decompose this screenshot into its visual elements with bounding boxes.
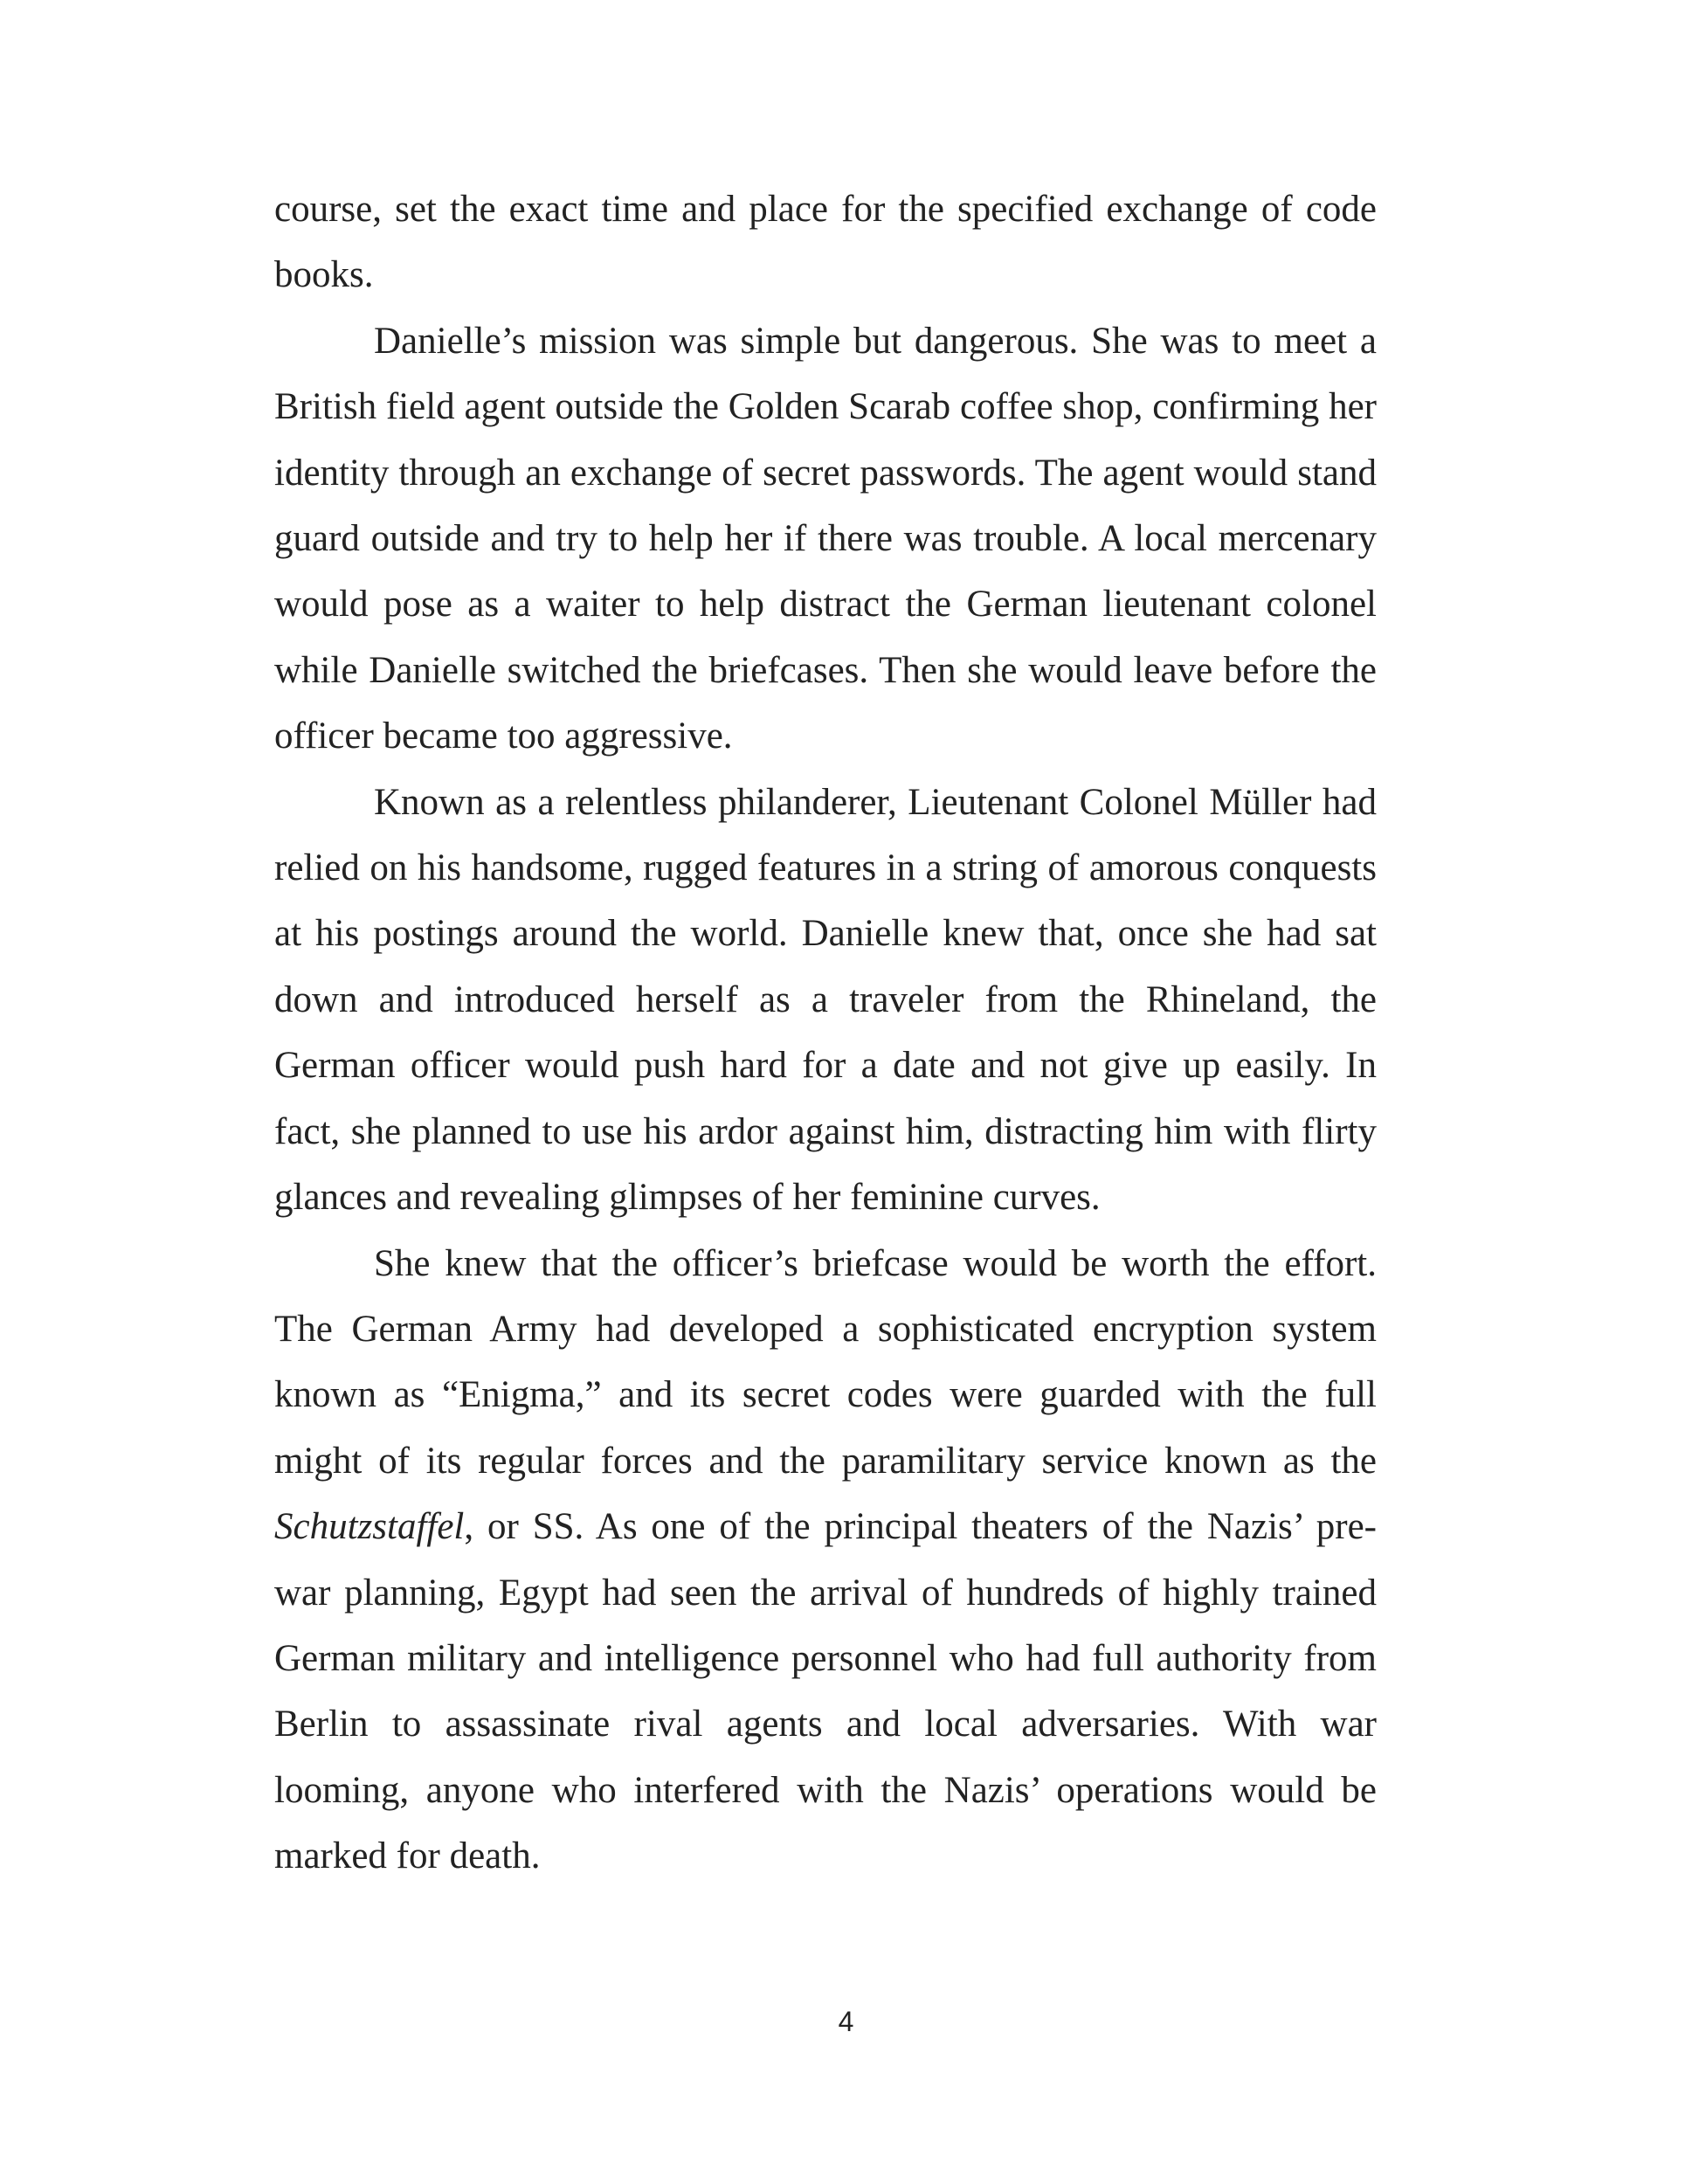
paragraph-1: course, set the exact time and place for the specified exchange of code books.: [274, 189, 1377, 296]
paragraph-4-text-start: She knew that the officer’s briefcase would be worth the effort. The German Army had developed a sophisticated encryption system known as “Enigma,” and its secret codes were guarded with the full might of its regular forces and the paramilitary service known as the: [274, 1242, 1377, 1482]
body-text: [274, 176, 1377, 1890]
paragraph-4: [274, 1231, 1377, 1890]
paragraph-2: Danielle’s mission was simple but dangerous. She was to meet a British field agent outside the Golden Scarab coffee shop, confirming her identity through an exchange of secret passwords. The agent would stand guard outside and try to help her if there was trouble. A local mercenary would pose as a waiter to help distract the German lieutenant colonel while Danielle switched the briefcases. Then she would leave before the officer became too aggressive.: [274, 320, 1377, 757]
paragraph-3: Known as a relentless philanderer, Lieutenant Colonel Müller had relied on his handsome, rugged features in a string of amorous conquests at his postings around the world. Danielle knew that, once she had sat down and introduced herself as a traveler from the Rhineland, the German officer would push hard for a date and not give up easily. In fact, she planned to use his ardor against him, distracting him with flirty glances and revealing glimpses of her feminine curves.: [274, 781, 1377, 1219]
page-number: 4: [838, 2006, 854, 2037]
italic-term: Schutzstaffel: [274, 1506, 465, 1548]
paragraph-4-text-end: , or SS. As one of the principal theaters of the Nazis’ pre-war planning, Egypt had seen the arrival of hundreds of highly trained German military and intelligence personnel who had full authority from Berlin to assassinate rival agents and local adversaries. With war looming, anyone who interfered with the Nazis’ operations would be marked for death.: [274, 1506, 1377, 1877]
